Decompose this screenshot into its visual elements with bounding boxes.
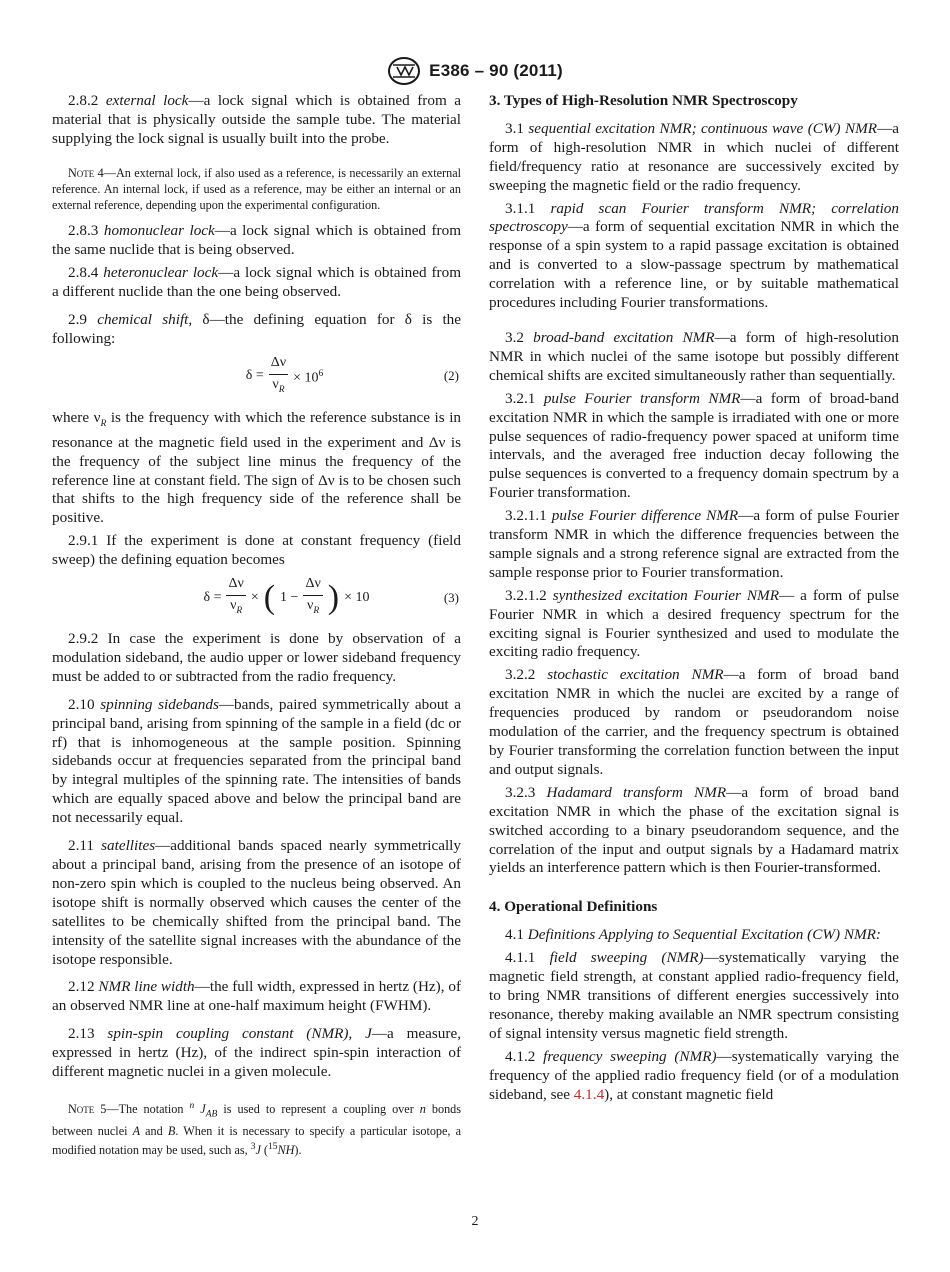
paragraph-2-9-2: 2.9.2 In case the experiment is done by observation of a modulation sideband, the audio upper or lower sideband frequency must be added to or subtracted from the radio frequency. (52, 630, 461, 685)
paragraph-3-2: 3.2 broad-band excitation NMR—a form of high-resolution NMR in which nuclei of the same isotope but possibly different chemical shifts are excited simultaneously rather than sequentially. (489, 328, 899, 384)
right-column (489, 92, 899, 1104)
fraction: $\frac{\Delta\nu}{\nu_R}$ (270, 354, 287, 395)
section-link-4-1-4[interactable]: 4.1.4 (573, 1085, 605, 1103)
left-column (52, 92, 461, 1158)
fraction: $\frac{\Delta\nu}{\nu_R}$ (228, 576, 244, 616)
note-5: Note 5—The notation $^n$ $J_{AB}$ is used to represent a coupling over n bonds between nuclei A and B. When it is necessary to specify a particular isotope, a modified notation may be used, such as, $^3$J ($^{15}$NH). (52, 1100, 461, 1157)
paragraph-2-8-3: 2.8.3 homonuclear lock—a lock signal which is obtained from the same nuclide that is being observed. (52, 222, 462, 259)
paragraph-2-9-where: where $\nu_R$ is the frequency with which the reference substance is in resonance at the magnetic field used in the experiment and Δν is the frequency of the subject line minus the frequency of the reference line at constant field. The sign of Δν is to be chosen such that shifts to the high frequency side of the reference shall be positive. (52, 408, 462, 527)
equation-2: δ = $\frac{\Delta\nu}{\nu_R}$ × $10^6$ (2) (52, 355, 461, 399)
astm-logo-icon (387, 56, 421, 86)
standard-designation: E386 – 90 (2011) (429, 61, 563, 80)
paragraph-2-9-1: 2.9.1 If the experiment is done at constant frequency (field sweep) the defining equation becomes (52, 532, 461, 569)
paragraph-3-2-1: 3.2.1 pulse Fourier transform NMR—a form of broad-band excitation NMR in which the sample is irradiated with one or more pulse sequences of radio-frequency power spaced at uniform time intervals, and the averaged free induction decay following the pulse sequences is converted to a frequency domain spectrum by a Fourier transformation. (489, 389, 899, 502)
page-header (0, 56, 950, 86)
equation-3: δ = $\frac{\Delta\nu}{\nu_R}$ × ( 1 − $\frac{\Delta\nu}{\nu_R}$ ) × 10 (3) (52, 576, 461, 620)
paragraph-2-11: 2.11 satellites—additional bands spaced nearly symmetrically about a principal band, arising from the presence of an isotope of non-zero spin which is coupled to the nucleus being observed. An isotope shift is normally observed which causes the center of the satellites to be chemically shifted from the principal band. The intensity of the satellite signal increases with the abundance of the isotope responsible. (52, 837, 461, 968)
paragraph-2-8-4: 2.8.4 heteronuclear lock—a lock signal which is obtained from a different nuclide than the one being observed. (52, 264, 462, 301)
note-4: Note 4—An external lock, if also used as a reference, is necessarily an external reference. An internal lock, if used as a reference, may be either an internal or an external reference, depending upon the experimental configuration. (52, 165, 461, 213)
paragraph-4-1: 4.1 Definitions Applying to Sequential Excitation (CW) NMR: (505, 926, 881, 944)
paragraph-2-8-2: 2.8.2 external lock—a lock signal which is obtained from a material that is physically outside the sample tube. The material supplying the lock signal is usually built into the probe. (52, 92, 461, 147)
paragraph-2-9: 2.9 chemical shift, δ—the defining equation for δ is the following: (52, 310, 462, 347)
paragraph-2-13: 2.13 spin-spin coupling constant (NMR), J—a measure, expressed in hertz (Hz), of the indirect spin-spin interaction of different magnetic nuclei in a given molecule. (52, 1025, 461, 1081)
paragraph-3-2-2: 3.2.2 stochastic excitation NMR—a form of broad band excitation NMR in which the nuclei are excited by a range of frequencies produced by random or pseudorandom noise modulation of the carrier, and the frequency spectrum is obtained by Fourier transforming the correlation function between the input and output signals. (489, 666, 900, 778)
paragraph-3-1: 3.1 sequential excitation NMR; continuous wave (CW) NMR—a form of high-resolution NMR in which nuclei of different field/frequency ratio at resonance are successively excited by sweeping the magnetic field or the radio frequency. (489, 119, 899, 194)
paragraph-2-10: 2.10 spinning sidebands—bands, paired symmetrically about a principal band, arising from spinning of the sample in a field (dc or rf) that is inhomogeneous at the sample position. Spinning sidebands occur at frequencies separated from the principal band by integral multiples of the spinning rate. The intensities of bands which are equally spaced above and below the principal band are not necessarily equal. (52, 695, 461, 827)
paragraph-2-12: 2.12 NMR line width—the full width, expressed in hertz (Hz), of an observed NMR line at one-half maximum height (FWHM). (52, 978, 461, 1015)
paragraph-4-1-1: 4.1.1 field sweeping (NMR)—systematically varying the magnetic field strength, at constant applied radio-frequency field, to bring NMR transitions of different energies successively into resonance, thereby making available an NMR spectrum consisting of signal intensity versus magnetic field strength. (489, 949, 899, 1042)
paragraph-3-1-1: 3.1.1 rapid scan Fourier transform NMR; correlation spectroscopy—a form of sequential excitation NMR in which the response of a spin system to a rapid passage excitation is obtained and is converted to a slow-passage spectrum by mathematical correlation with a reference line, or by suitable mathematical procedures including Fourier transformations. (489, 199, 899, 312)
fraction: $\frac{\Delta\nu}{\nu_R}$ (305, 576, 321, 616)
page-number: 2 (471, 1214, 479, 1229)
paragraph-3-2-1-2: 3.2.1.2 synthesized excitation Fourier NMR— a form of pulse Fourier NMR in which a desired frequency spectrum for the exciting signal is Fourier synthesized and used to modulate the exciting radio frequency. (489, 586, 899, 661)
section-3-title: 3. Types of High-Resolution NMR Spectroscopy (489, 92, 798, 109)
paragraph-3-2-3: 3.2.3 Hadamard transform NMR—a form of broad band excitation NMR in which the phase of the excitation signal is switched according to a binary pseudorandom sequence, and the correlation of the input and output signals by a Hadamard matrix yields an interference pattern which is then Fourier-transformed. (489, 783, 899, 877)
equation-number: (2) (443, 368, 459, 384)
paragraph-4-1-2: 4.1.2 frequency sweeping (NMR)—systematically varying the frequency of the applied radio frequency field (or of a modulation sideband, see 4.1.4), at constant magnetic field (489, 1047, 899, 1103)
paragraph-3-2-1-1: 3.2.1.1 pulse Fourier difference NMR—a form of pulse Fourier transform NMR in which the difference frequencies between the sample signals and a strong reference signal are extracted from the sample response prior to Fourier transformation. (489, 507, 900, 581)
section-4-title: 4. Operational Definitions (489, 898, 658, 916)
equation-number: (3) (443, 589, 459, 605)
